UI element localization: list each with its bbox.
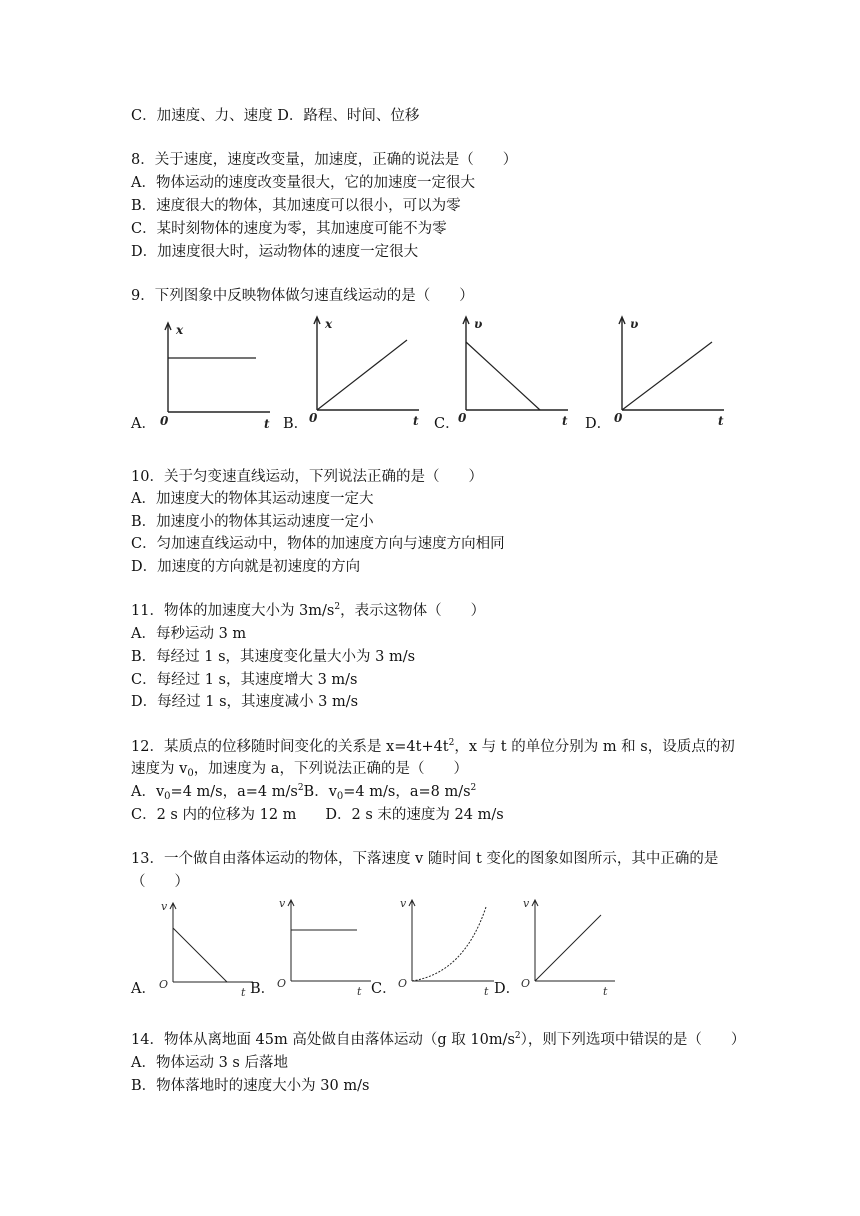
q13-option-a-label: A． xyxy=(131,981,156,997)
q13-option-c-label: C． xyxy=(371,981,397,997)
q9-graph-a-origin: 0 xyxy=(160,414,169,428)
q9-option-b-label: B． xyxy=(283,416,309,432)
q13-graph-c-origin: O xyxy=(398,977,408,990)
q14-stem: 14．物体从离地面 45m 高处做自由落体运动（g 取 $10m/s^2$），则下列选项中错误的是（ ） xyxy=(131,1031,746,1048)
q13-stem-line2: （ ） xyxy=(131,874,189,890)
q13-graph-d-xlabel: t xyxy=(603,985,608,998)
q13-graph-a xyxy=(155,898,260,998)
q10-option-a: A．加速度大的物体其运动速度一定大 xyxy=(131,491,374,507)
q9-graph-a-ylabel: x xyxy=(176,323,184,337)
q12-stem-line2: 速度为 $v_0$，加速度为 a，下列说法正确的是（ ） xyxy=(131,761,468,779)
q13-graph-d xyxy=(517,893,622,998)
q13-graph-c xyxy=(394,893,504,998)
q11-option-c: C．每经过 1 s，其速度增大 3 m/s xyxy=(131,672,358,688)
q9-graph-b-xlabel: t xyxy=(413,414,419,428)
q9-option-a-label: A． xyxy=(131,416,156,432)
q13-stem-line1: 13．一个做自由落体运动的物体，下落速度 v 随时间 t 变化的图象如图所示，其中正确的是 xyxy=(131,851,719,867)
q13-option-d-label: D． xyxy=(494,981,521,997)
q13-graph-b-ylabel: v xyxy=(279,897,286,910)
q8-stem: 8．关于速度，速度改变量，加速度，正确的说法是（ ） xyxy=(131,152,518,168)
q9-graph-d-ylabel: υ xyxy=(630,317,639,331)
q10-option-b: B．加速度小的物体其运动速度一定小 xyxy=(131,514,374,530)
q13-graph-a-xlabel: t xyxy=(241,986,246,999)
q11-option-a: A．每秒运动 3 m xyxy=(131,626,247,642)
q13-graph-a-origin: O xyxy=(159,978,169,991)
q9-graph-a-xlabel: t xyxy=(264,417,270,431)
q9-graph-c-xlabel: t xyxy=(562,414,568,428)
q12-options-ab: A．$v_0=4$ m/s，a=4 $m/s^2B$．$v_0=4$ m/s，a=8 $m/s^2$ xyxy=(131,783,477,802)
q11-stem: 11．物体的加速度大小为 $3m/s^2$，表示这物体（ ） xyxy=(131,602,486,619)
q14-option-a: A．物体运动 3 s 后落地 xyxy=(131,1055,288,1071)
q10-option-d: D．加速度的方向就是初速度的方向 xyxy=(131,559,361,575)
q8-option-c: C．某时刻物体的速度为零，其加速度可能不为零 xyxy=(131,221,447,237)
q8-option-d: D．加速度很大时，运动物体的速度一定很大 xyxy=(131,244,419,260)
q9-option-c-label: C． xyxy=(434,416,460,432)
q8-option-b: B．速度很大的物体，其加速度可以很小，可以为零 xyxy=(131,198,461,214)
q13-graph-b-origin: O xyxy=(277,977,287,990)
q9-graph-b-ylabel: x xyxy=(325,317,333,331)
q10-option-c: C．匀加速直线运动中，物体的加速度方向与速度方向相同 xyxy=(131,536,505,552)
q11-option-d: D．每经过 1 s，其速度减小 3 m/s xyxy=(131,694,359,710)
q7-options-cd: C．加速度、力、速度 D．路程、时间、位移 xyxy=(131,108,420,124)
q9-graph-a xyxy=(152,318,277,433)
q13-graph-c-xlabel: t xyxy=(484,985,489,998)
q13-graph-c-ylabel: v xyxy=(400,897,407,910)
q14-option-b: B．物体落地时的速度大小为 30 m/s xyxy=(131,1078,370,1094)
q9-graph-d-origin: 0 xyxy=(614,411,623,425)
q12-stem-line1: 12．某质点的位移随时间变化的关系是 $x=4t+4t^2$，x 与 t 的单位分别为 m 和 s，设质点的初 xyxy=(131,738,735,755)
q9-graph-c-ylabel: υ xyxy=(474,317,483,331)
q9-graph-c xyxy=(450,312,575,432)
q8-option-a: A．物体运动的速度改变量很大，它的加速度一定很大 xyxy=(131,175,475,191)
q11-option-b: B．每经过 1 s，其速度变化量大小为 3 m/s xyxy=(131,649,416,665)
q13-graph-d-ylabel: v xyxy=(523,897,530,910)
q13-option-b-label: B． xyxy=(250,981,276,997)
q10-stem: 10．关于匀变速直线运动，下列说法正确的是（ ） xyxy=(131,469,483,485)
q13-graph-a-ylabel: v xyxy=(161,900,168,913)
q9-graph-b xyxy=(301,312,426,432)
q9-graph-c-origin: 0 xyxy=(458,411,467,425)
q13-graph-b-xlabel: t xyxy=(357,985,362,998)
q9-stem: 9．下列图象中反映物体做匀速直线运动的是（ ） xyxy=(131,288,474,304)
q13-graph-b xyxy=(273,893,378,998)
q9-graph-d-xlabel: t xyxy=(718,414,724,428)
q13-graph-d-origin: O xyxy=(521,977,531,990)
q9-option-d-label: D． xyxy=(585,416,612,432)
q9-graph-b-origin: 0 xyxy=(309,411,318,425)
q9-graph-d xyxy=(606,312,731,432)
q12-options-cd: C．2 s 内的位移为 12 m D．2 s 末的速度为 24 m/s xyxy=(131,807,504,823)
